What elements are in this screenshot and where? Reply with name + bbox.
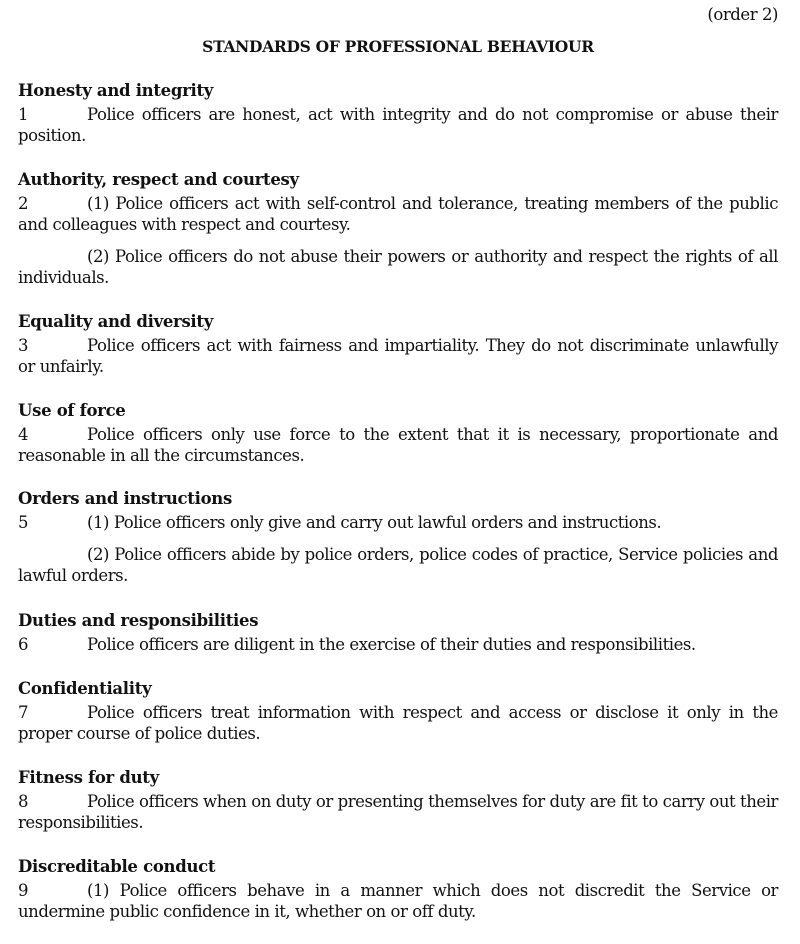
- section-heading: Equality and diversity: [18, 312, 214, 331]
- section-orders-and-instructions: [18, 488, 778, 586]
- section-heading: Duties and responsibilities: [18, 611, 259, 630]
- paragraph-text: (2) Police officers abide by police orders, police codes of practice, Service policies and lawful orders.: [18, 545, 778, 585]
- paragraph-text: Police officers act with fairness and impartiality. They do not discriminate unlawfully or unfairly.: [18, 336, 778, 376]
- section-heading: Orders and instructions: [18, 489, 232, 508]
- section-heading: Confidentiality: [18, 679, 152, 698]
- section-paragraph: [18, 424, 778, 466]
- paragraph-text: (1) Police officers only give and carry out lawful orders and instructions.: [87, 513, 662, 532]
- section-heading: Fitness for duty: [18, 768, 159, 787]
- section-number: 1: [18, 105, 29, 124]
- section-heading: Authority, respect and courtesy: [18, 170, 299, 189]
- section-paragraph: [18, 702, 778, 744]
- section-heading: Honesty and integrity: [18, 81, 214, 100]
- section-number: 6: [18, 635, 29, 654]
- section-paragraph: [18, 634, 778, 655]
- paragraph-text: (1) Police officers act with self-control and tolerance, treating members of the public and colleagues with respect and courtesy.: [18, 194, 778, 234]
- section-paragraph: [18, 246, 778, 288]
- section-number: 7: [18, 703, 29, 722]
- section-number: 5: [18, 513, 29, 532]
- section-paragraph: [18, 335, 778, 377]
- paragraph-text: Police officers are diligent in the exercise of their duties and responsibilities.: [87, 635, 696, 654]
- section-heading: Use of force: [18, 401, 126, 420]
- section-number: 2: [18, 194, 29, 213]
- paragraph-text: (1) Police officers behave in a manner which does not discredit the Service or undermine public confidence in it, whether on or off duty.: [18, 881, 778, 921]
- section-honesty-and-integrity: [18, 80, 778, 146]
- document-title: STANDARDS OF PROFESSIONAL BEHAVIOUR: [202, 37, 594, 56]
- paragraph-text: (2) Police officers do not abuse their powers or authority and respect the rights of all individuals.: [18, 247, 778, 287]
- section-number: 9: [18, 881, 29, 900]
- section-heading: Discreditable conduct: [18, 857, 216, 876]
- section-paragraph: [18, 544, 778, 586]
- section-number: 4: [18, 425, 29, 444]
- paragraph-text: Police officers only use force to the extent that it is necessary, proportionate and reasonable in all the circumstances.: [18, 425, 778, 465]
- section-use-of-force: [18, 400, 778, 466]
- section-number: 8: [18, 792, 29, 811]
- paragraph-text: Police officers when on duty or presenting themselves for duty are fit to carry out their responsibilities.: [18, 792, 778, 832]
- section-paragraph: [18, 104, 778, 146]
- section-number: 3: [18, 336, 29, 355]
- section-discreditable-conduct: [18, 856, 778, 922]
- section-fitness-for-duty: [18, 767, 778, 833]
- paragraph-text: Police officers are honest, act with integrity and do not compromise or abuse their position.: [18, 105, 778, 145]
- section-paragraph: [18, 512, 778, 533]
- paragraph-text: Police officers treat information with respect and access or disclose it only in the proper course of police duties.: [18, 703, 778, 743]
- section-authority-respect-courtesy: [18, 169, 778, 288]
- section-duties-and-responsibilities: [18, 610, 778, 655]
- section-paragraph: [18, 791, 778, 833]
- section-paragraph: [18, 193, 778, 235]
- section-paragraph: [18, 880, 778, 922]
- order-label: (order 2): [707, 5, 778, 24]
- section-confidentiality: [18, 678, 778, 744]
- section-equality-and-diversity: [18, 311, 778, 377]
